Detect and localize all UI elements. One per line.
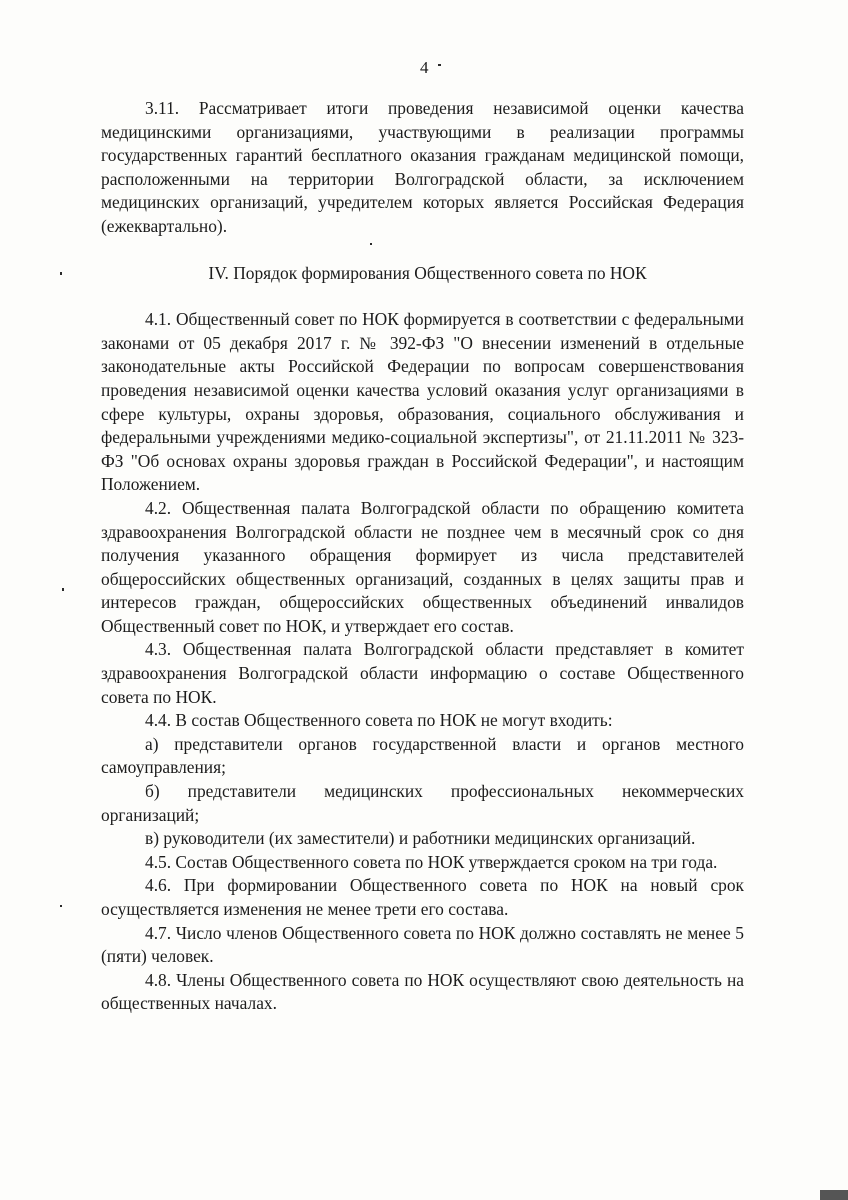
scan-speck [62, 588, 64, 591]
scan-speck [60, 272, 62, 275]
paragraph-4-1: 4.1. Общественный совет по НОК формируется в соответствии с федеральными законами от 05 декабря 2017 г. № 392-ФЗ "О внесении изменений в отдельные законодательные акты Российской Федерации по вопросам совершенствования проведения независимой оценки качества условий оказания услуг организациями в сфере культуры, охраны здоровья, образования, социального обслуживания и федеральными учреждениями медико-социальной экспертизы", от 21.11.2011 № 323-ФЗ "Об основах охраны здоровья граждан в Российской Федерации", и настоящим Положением. [101, 309, 744, 495]
list-item-a: а) представители органов государственной власти и органов местного самоуправления; [101, 733, 744, 778]
paragraph-4-8: 4.8. Члены Общественного совета по НОК осуществляют свою деятельность на общественных началах. [101, 969, 744, 1014]
paragraph-4-2: 4.2. Общественная палата Волгоградской области по обращению комитета здравоохранения Волгоградской области не позднее чем в месячный срок со дня получения указанного обращения формирует из числа представителей общероссийских общественных организаций, созданных в целях защиты прав и интересов граждан, общероссийских общественных объединений инвалидов Общественный совет по НОК, и утверждает его состав. [101, 497, 744, 636]
paragraph-4-3: 4.3. Общественная палата Волгоградской области представляет в комитет здравоохранения Волгоградской области информацию о составе Общественного совета по НОК. [101, 639, 744, 707]
section-heading-iv: IV. Порядок формирования Общественного совета по НОК [208, 262, 647, 283]
scan-speck [370, 243, 372, 245]
scan-speck [438, 64, 441, 66]
page-number: 4 [420, 58, 429, 77]
scan-speck [60, 905, 62, 907]
list-item-v: в) руководители (их заместители) и работники медицинских организаций. [145, 828, 696, 849]
list-item-b: б) представители медицинских профессиональных некоммерческих организаций; [101, 781, 744, 825]
paragraph-4-4: 4.4. В состав Общественного совета по НОК не могут входить: [145, 710, 613, 731]
document-body [101, 97, 744, 1016]
paragraph-4-6: 4.6. При формировании Общественного совета по НОК на новый срок осуществляется изменения не менее трети его состава. [101, 875, 744, 919]
paragraph-4-7: 4.7. Число членов Общественного совета по НОК должно составлять не менее 5 (пяти) человек. [101, 922, 744, 967]
paragraph-4-5: 4.5. Состав Общественного совета по НОК утверждается сроком на три года. [145, 851, 718, 872]
scan-corner-shadow [820, 1190, 848, 1200]
paragraph-3-11: 3.11. Рассматривает итоги проведения независимой оценки качества медицинскими организациями, участвующими в реализации программы государственных гарантий бесплатного оказания гражданам медицинской помощи, расположенными на территории Волгоградской области, за исключением медицинских организаций, учредителем которых является Российская Федерация (ежеквартально). [101, 98, 744, 236]
